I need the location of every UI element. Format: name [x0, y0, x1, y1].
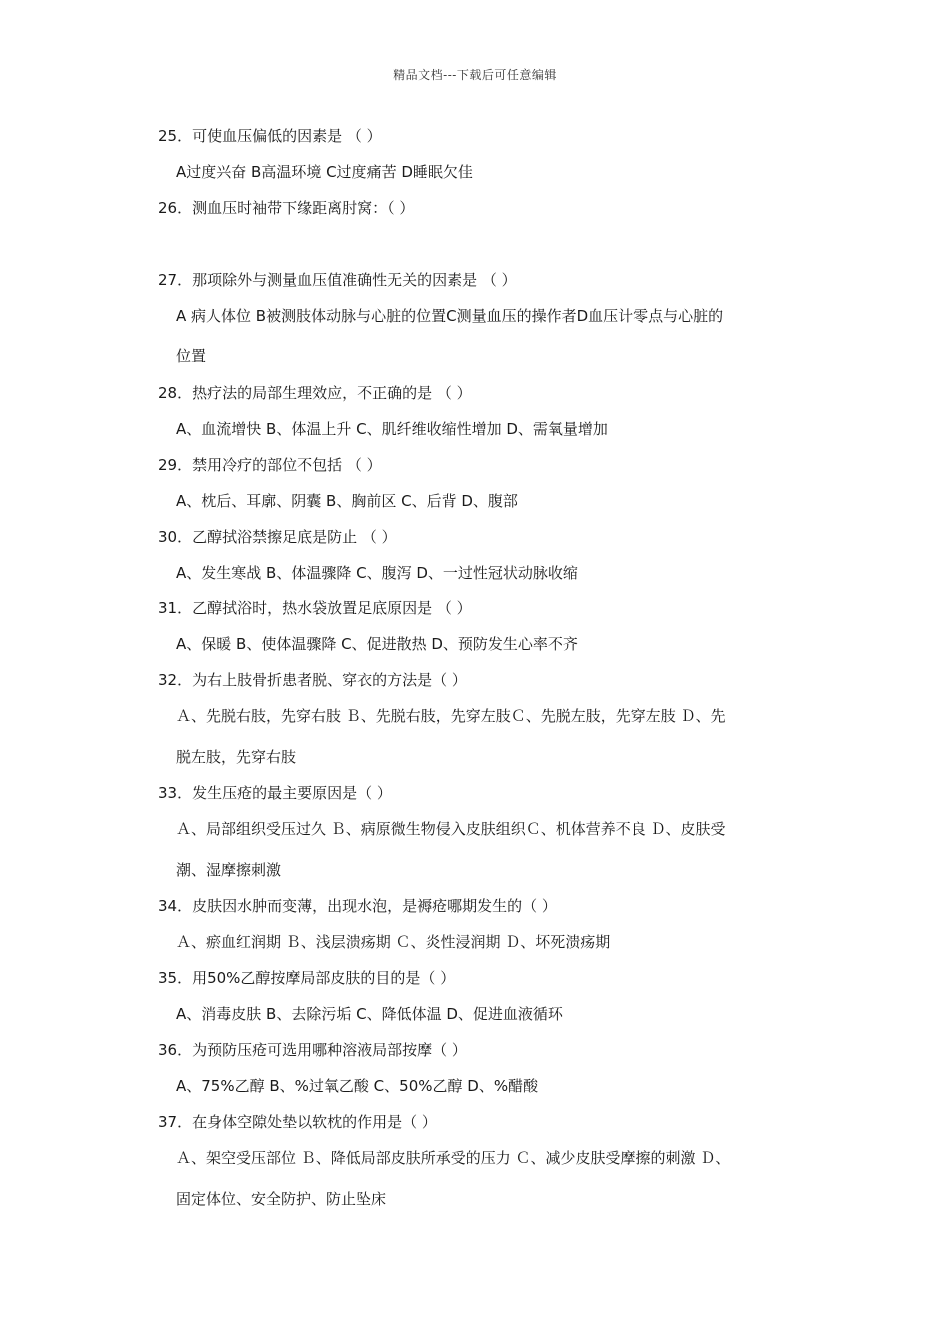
- options-37: Ａ、架空受压部位 Ｂ、降低局部皮肤所承受的压力 Ｃ、减少皮肤受摩擦的刺激 Ｄ、: [176, 1149, 731, 1167]
- question-33: 33．发生压疮的最主要原因是（ ）: [158, 784, 392, 802]
- options-34: Ａ、瘀血红润期 Ｂ、浅层溃疡期 Ｃ、炎性浸润期 Ｄ、坏死溃疡期: [176, 933, 611, 951]
- question-37: 37．在身体空隙处垫以软枕的作用是（ ）: [158, 1113, 437, 1131]
- options-32-cont: 脱左肢，先穿右肢: [176, 748, 297, 766]
- question-35: 35．用50%乙醇按摩局部皮肤的目的是（ ）: [158, 969, 456, 987]
- options-28: A、血流增快 B、体温上升 C、肌纤维收缩性增加 D、需氧量增加: [176, 420, 608, 438]
- options-35: A、消毒皮肤 B、去除污垢 C、降低体温 D、促进血液循环: [176, 1005, 563, 1023]
- options-27-cont: 位置: [176, 347, 207, 365]
- options-27: A 病人体位 B被测肢体动脉与心脏的位置C测量血压的操作者D血压计零点与心脏的: [176, 307, 724, 325]
- options-32: Ａ、先脱右肢，先穿右肢 Ｂ、先脱右肢，先穿左肢Ｃ、先脱左肢，先穿左肢 Ｄ、先: [176, 707, 726, 725]
- question-32: 32．为右上肢骨折患者脱、穿衣的方法是（ ）: [158, 671, 467, 689]
- question-28: 28．热疗法的局部生理效应，不正确的是 （ ）: [158, 384, 472, 402]
- question-31: 31．乙醇拭浴时，热水袋放置足底原因是 （ ）: [158, 599, 472, 617]
- question-25: 25．可使血压偏低的因素是 （ ）: [158, 127, 382, 145]
- options-30: A、发生寒战 B、体温骤降 C、腹泻 D、一过性冠状动脉收缩: [176, 564, 578, 582]
- question-29: 29．禁用冷疗的部位不包括 （ ）: [158, 456, 382, 474]
- question-30: 30．乙醇拭浴禁擦足底是防止 （ ）: [158, 528, 397, 546]
- question-26: 26．测血压时袖带下缘距离肘窝：（ ）: [158, 199, 415, 217]
- page-header: 精品文档---下载后可任意编辑: [393, 68, 557, 82]
- options-36: A、75%乙醇 B、%过氧乙酸 C、50%乙醇 D、%醋酸: [176, 1077, 539, 1095]
- options-31: A、保暖 B、使体温骤降 C、促进散热 D、预防发生心率不齐: [176, 635, 578, 653]
- options-25: A过度兴奋 B高温环境 C过度痛苦 D睡眠欠佳: [176, 163, 473, 181]
- options-37-cont: 固定体位、安全防护、防止坠床: [176, 1190, 387, 1208]
- options-33-cont: 潮、湿摩擦刺激: [176, 861, 282, 879]
- question-34: 34．皮肤因水肿而变薄，出现水泡，是褥疮哪期发生的（ ）: [158, 897, 557, 915]
- question-27: 27．那项除外与测量血压值准确性无关的因素是 （ ）: [158, 271, 517, 289]
- question-36: 36．为预防压疮可选用哪种溶液局部按摩（ ）: [158, 1041, 467, 1059]
- options-29: A、枕后、耳廓、阴囊 B、胸前区 C、后背 D、腹部: [176, 492, 518, 510]
- options-33: Ａ、局部组织受压过久 Ｂ、病原微生物侵入皮肤组织Ｃ、机体营养不良 Ｄ、皮肤受: [176, 820, 726, 838]
